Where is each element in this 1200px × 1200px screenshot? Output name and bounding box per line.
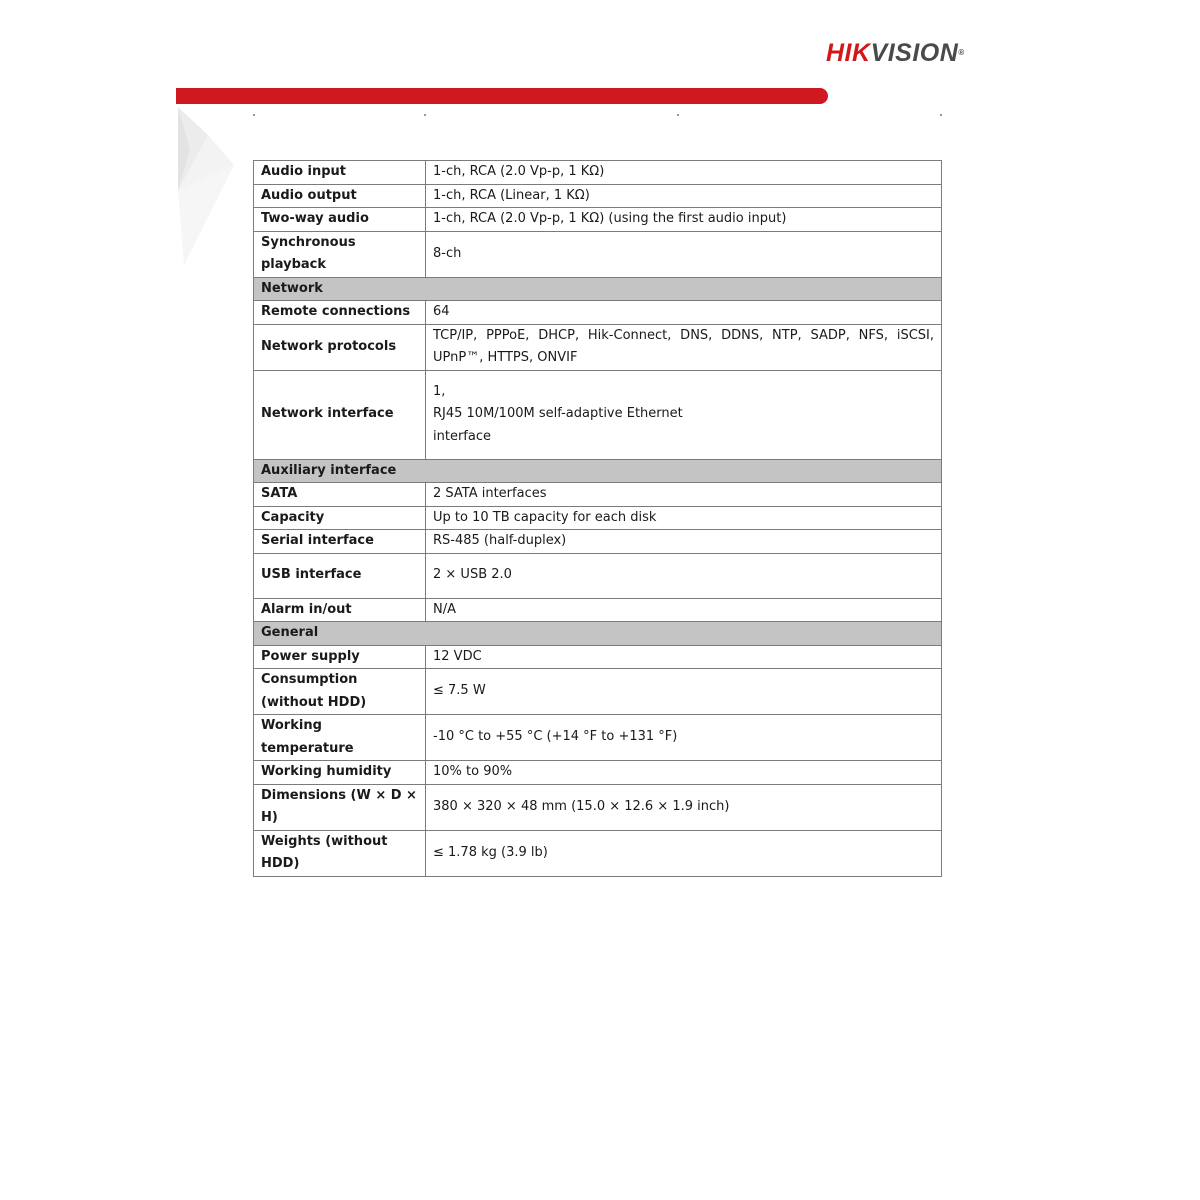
- spec-key: Working humidity: [254, 761, 426, 785]
- spec-value: 2 × USB 2.0: [426, 553, 942, 598]
- header-tick-mark: [940, 114, 942, 116]
- logo-text-hik: HIK: [826, 39, 871, 67]
- spec-key: Serial interface: [254, 530, 426, 554]
- spec-key: Weights (without HDD): [254, 830, 426, 876]
- header-tick-mark: [253, 114, 255, 116]
- spec-row: [254, 553, 942, 598]
- spec-key: Dimensions (W × D × H): [254, 784, 426, 830]
- spec-row: [254, 483, 942, 507]
- spec-key: Two-way audio: [254, 208, 426, 232]
- spec-value: 1-ch, RCA (2.0 Vp-p, 1 KΩ) (using the first audio input): [426, 208, 942, 232]
- spec-key: Alarm in/out: [254, 598, 426, 622]
- spec-key-line: (without HDD): [261, 694, 367, 710]
- spec-row: [254, 598, 942, 622]
- spec-value-line: 1,: [433, 383, 446, 399]
- spec-key: Remote connections: [254, 301, 426, 325]
- spec-key-line: Consumption: [261, 672, 358, 687]
- spec-row: [254, 530, 942, 554]
- spec-value: ≤ 7.5 W: [426, 669, 942, 715]
- decorative-polygon-graphic: [176, 105, 246, 275]
- spec-value: 2 SATA interfaces: [426, 483, 942, 507]
- spec-key: USB interface: [254, 553, 426, 598]
- spec-row: [254, 830, 942, 876]
- spec-value: -10 °C to +55 °C (+14 °F to +131 °F): [426, 715, 942, 761]
- spec-value-line: RJ45 10M/100M self-adaptive Ethernet: [433, 406, 683, 422]
- spec-value-line: interface: [433, 428, 491, 444]
- spec-row: [254, 324, 942, 370]
- spec-key: Synchronous playback: [254, 231, 426, 277]
- header-red-bar: [176, 88, 828, 104]
- spec-key: Working temperature: [254, 715, 426, 761]
- spec-key: SATA: [254, 483, 426, 507]
- specification-table: [253, 160, 942, 877]
- spec-key: Network protocols: [254, 324, 426, 370]
- spec-value: 12 VDC: [426, 645, 942, 669]
- spec-row: [254, 184, 942, 208]
- spec-value: RS-485 (half-duplex): [426, 530, 942, 554]
- spec-row: [254, 231, 942, 277]
- spec-row: [254, 506, 942, 530]
- section-title: Auxiliary interface: [254, 459, 942, 483]
- logo-registered-mark: ®: [958, 48, 965, 57]
- spec-row: [254, 761, 942, 785]
- section-title: Network: [254, 277, 942, 301]
- spec-value: 1-ch, RCA (Linear, 1 KΩ): [426, 184, 942, 208]
- section-header-auxiliary-interface: [254, 459, 942, 483]
- spec-key: Audio output: [254, 184, 426, 208]
- header-tick-mark: [677, 114, 679, 116]
- spec-value: 380 × 320 × 48 mm (15.0 × 12.6 × 1.9 inch): [426, 784, 942, 830]
- spec-row: [254, 208, 942, 232]
- spec-value: N/A: [426, 598, 942, 622]
- spec-row: [254, 784, 942, 830]
- logo-text-vision: VISION: [870, 39, 959, 67]
- section-header-network: [254, 277, 942, 301]
- hikvision-logo: [826, 38, 965, 68]
- spec-row: [254, 645, 942, 669]
- section-title: General: [254, 622, 942, 646]
- spec-value: [426, 370, 942, 459]
- spec-value: 10% to 90%: [426, 761, 942, 785]
- spec-value: 1-ch, RCA (2.0 Vp-p, 1 KΩ): [426, 161, 942, 185]
- spec-row: [254, 301, 942, 325]
- spec-value: ≤ 1.78 kg (3.9 lb): [426, 830, 942, 876]
- spec-row: [254, 669, 942, 715]
- spec-row: [254, 370, 942, 459]
- spec-key: Power supply: [254, 645, 426, 669]
- spec-value: 64: [426, 301, 942, 325]
- spec-key: Audio input: [254, 161, 426, 185]
- spec-value: Up to 10 TB capacity for each disk: [426, 506, 942, 530]
- spec-key: Network interface: [254, 370, 426, 459]
- spec-key: Capacity: [254, 506, 426, 530]
- spec-value: TCP/IP, PPPoE, DHCP, Hik-Connect, DNS, DDNS, NTP, SADP, NFS, iSCSI, UPnP™, HTTPS, ONVIF: [426, 324, 942, 370]
- spec-value: 8-ch: [426, 231, 942, 277]
- header-tick-mark: [424, 114, 426, 116]
- spec-key: [254, 669, 426, 715]
- spec-row: [254, 161, 942, 185]
- section-header-general: [254, 622, 942, 646]
- spec-row: [254, 715, 942, 761]
